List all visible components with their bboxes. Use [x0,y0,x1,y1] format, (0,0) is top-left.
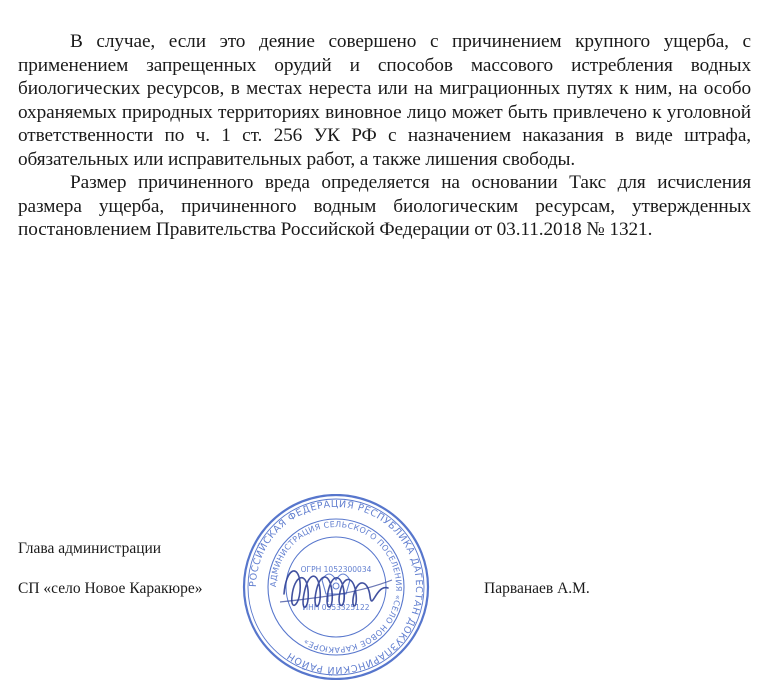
handwritten-signature [276,554,396,624]
document-body [18,30,751,242]
paragraph-criminal-liability: В случае, если это деяние совершено с причинением крупного ущерба, с применением запрещенных орудий и способов массового истребления водных биологических ресурсов, в местах нереста или на миграционных путях к ним, на особо охраняемых природных территориях виновное лицо может быть привлечено к уголовной ответственности по ч. 1 ст. 256 УК РФ с назначением наказания в виде штрафа, обязательных или исправительных работ, а также лишения свободы. [18,31,751,170]
seal-inn-text: ИНН 0553325122 [302,603,370,612]
paragraph-damage-calculation: Размер причиненного вреда определяется на основании Такс для исчисления размера ущерба, причиненного водным биологическим ресурсам, утвержденных постановлением Правительства Российской Федерации от 03.11.2018 № 1321. [18,172,751,240]
seal-ogrn-text: ОГРН 1052300034 [300,565,372,574]
signatory-title: Глава администрации [18,540,162,557]
seal-outer-text: РОССИЙСКАЯ ФЕДЕРАЦИЯ РЕСПУБЛИКА ДАГЕСТАН ДОКУЗПАРИНСКИЙ РАЙОН [247,498,425,676]
signatory-organization: СП «село Новое Каракюре» [18,580,203,597]
seal-inner-text: АДМИНИСТРАЦИЯ СЕЛЬСКОГО ПОСЕЛЕНИЯ «СЕЛО НОВОЕ КАРАКЮРЕ» [268,519,404,655]
signatory-name: Парванаев А.М. [484,580,590,597]
